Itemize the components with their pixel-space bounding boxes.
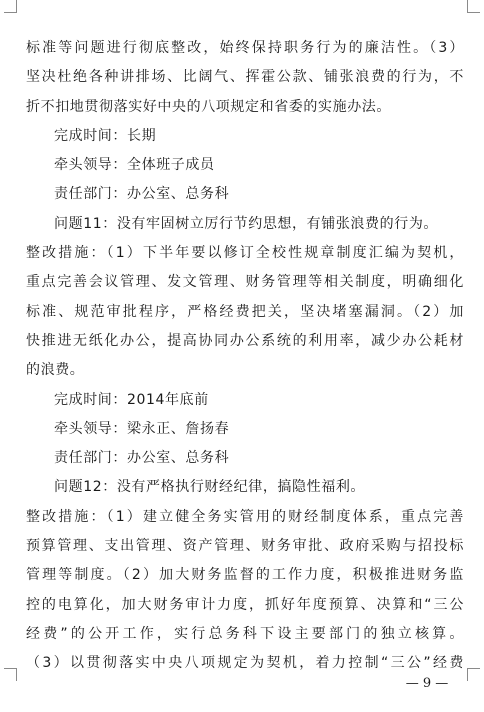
responsible-department: 责任部门：办公室、总务科 [54,450,230,467]
body-line: （3）以贯彻落实中央八项规定为契机，着力控制“三公”经费 [26,655,464,672]
body-line: 管理等制度。（2）加大财务监督的工作力度，积极推进财务监 [26,567,464,584]
lead-leader: 牵头领导：全体班子成员 [54,157,215,174]
corner-mark-top-left [4,0,17,13]
completion-time: 完成时间：2014年底前 [54,391,209,408]
body-line: 标准、规范审批程序，严格经费把关，坚决堵塞漏洞。（2）加 [26,303,464,320]
issue-heading: 问题11：没有牢固树立厉行节约思想，有铺张浪费的行为。 [54,215,439,232]
body-line: 坚决杜绝各种讲排场、比阔气、挥霍公款、铺张浪费的行为，不 [26,69,464,86]
responsible-department: 责任部门：办公室、总务科 [54,186,230,203]
corner-mark-bottom-right [467,668,480,681]
issue-heading: 问题12：没有严格执行财经纪律，搞隐性福利。 [54,479,366,496]
body-line: 折不扣地贯彻落实好中央的八项规定和省委的实施办法。 [26,98,391,115]
body-line: 标准等问题进行彻底整改，始终保持职务行为的廉洁性。（3） [26,40,464,56]
page-number: — 9 — [405,676,449,691]
completion-time: 完成时间：长期 [54,127,157,144]
corner-mark-bottom-left [4,668,17,681]
body-line: 整改措施：（1）建立健全务实管用的财经制度体系，重点完善 [26,508,464,525]
document-body [26,34,464,679]
body-line: 经费”的公开工作，实行总务科下设主要部门的独立核算。 [26,625,464,642]
lead-leader: 牵头领导：梁永正、詹扬春 [54,420,230,437]
body-line: 重点完善会议管理、发文管理、财务管理等相关制度，明确细化 [26,274,464,291]
body-line: 快推进无纸化办公，提高协同办公系统的利用率，减少办公耗材 [26,332,464,349]
body-line: 控的电算化，加大财务审计力度，抓好年度预算、决算和“三公 [26,596,464,613]
body-line: 预算管理、支出管理、资产管理、财务审批、政府采购与招投标 [26,538,464,555]
body-line: 的浪费。 [26,362,85,379]
body-line: 整改措施：（1）下半年要以修订全校性规章制度汇编为契机， [26,245,464,262]
corner-mark-top-right [467,0,480,13]
